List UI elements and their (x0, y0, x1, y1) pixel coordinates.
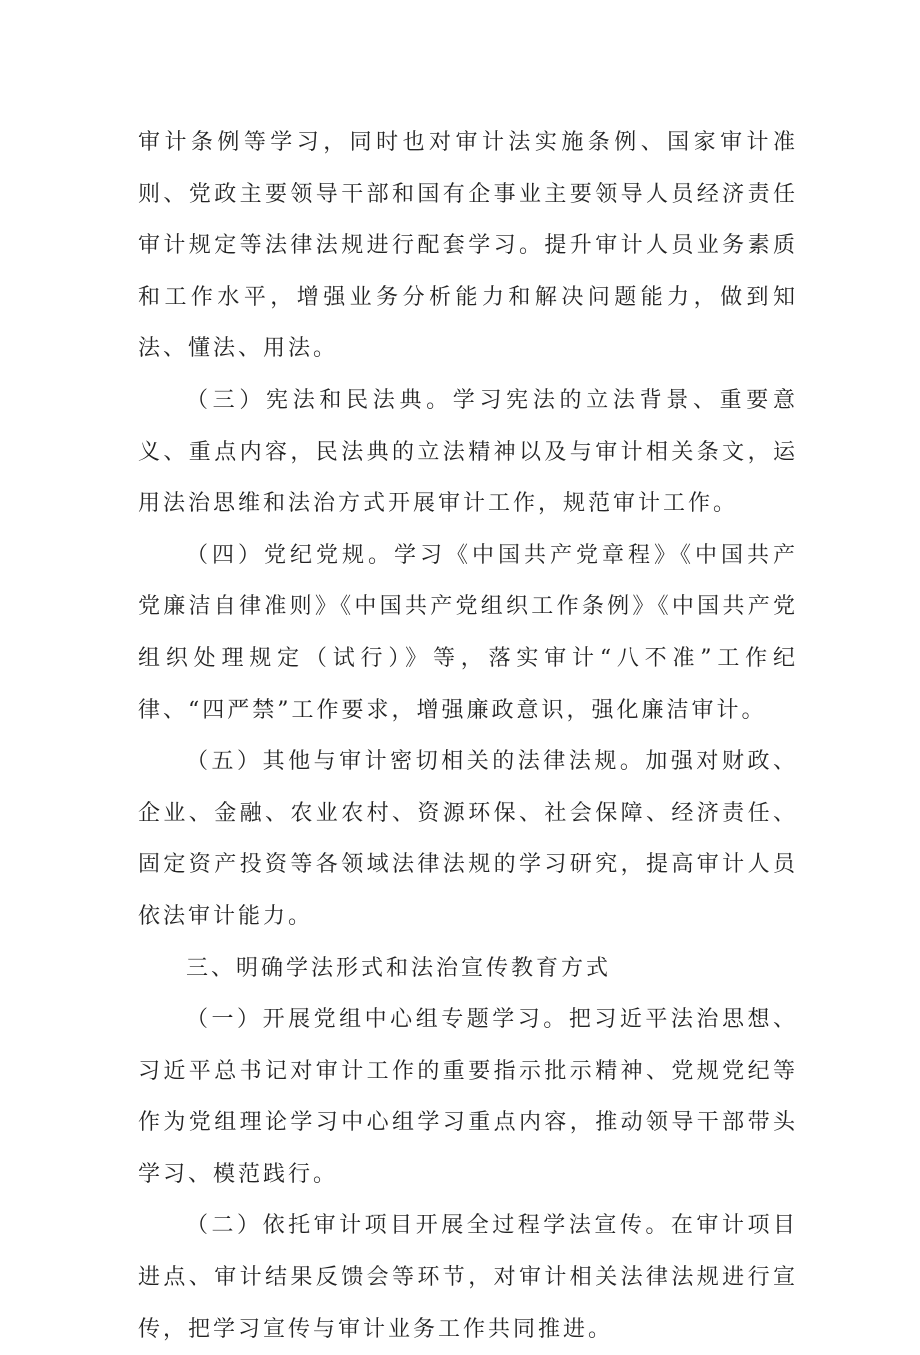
paragraph-section-3-constitution: （三）宪法和民法典。学习宪法的立法背景、重要意义、重点内容，民法典的立法精神以及与审计相关条文，运用法治思维和法治方式开展审计工作，规范审计工作。 (138, 387, 798, 517)
paragraph-section-4-party-rules: （四）党纪党规。学习《中国共产党章程》《中国共产党廉洁自律准则》《中国共产党组织工作条例》《中国共产党组织处理规定（试行）》等，落实审计“八不准”工作纪律、“四严禁”工作要求，增强廉政意识，强化廉洁审计。 (138, 542, 798, 723)
paragraph-section-5-other-laws: （五）其他与审计密切相关的法律法规。加强对财政、企业、金融、农业农村、资源环保、社会保障、经济责任、固定资产投资等各领域法律法规的学习研究，提高审计人员依法审计能力。 (138, 749, 798, 929)
paragraph-item-1-study-group: （一）开展党组中心组专题学习。把习近平法治思想、习近平总书记对审计工作的重要指示批示精神、党规党纪等作为党组理论学习中心组学习重点内容，推动领导干部带头学习、模范践行。 (138, 1007, 798, 1187)
paragraph-item-2-audit-projects: （二）依托审计项目开展全过程学法宣传。在审计项目进点、审计结果反馈会等环节，对审计相关法律法规进行宣传，把学习宣传与审计业务工作共同推进。 (138, 1213, 798, 1342)
paragraph-continuation: 审计条例等学习，同时也对审计法实施条例、国家审计准则、党政主要领导干部和国有企事业主要领导人员经济责任审计规定等法律法规进行配套学习。提升审计人员业务素质和工作水平，增强业务分析能力和解决问题能力，做到知法、懂法、用法。 (138, 130, 798, 362)
document-body (138, 117, 798, 1355)
section-heading-three: 三、明确学法形式和法治宣传教育方式 (186, 955, 612, 981)
